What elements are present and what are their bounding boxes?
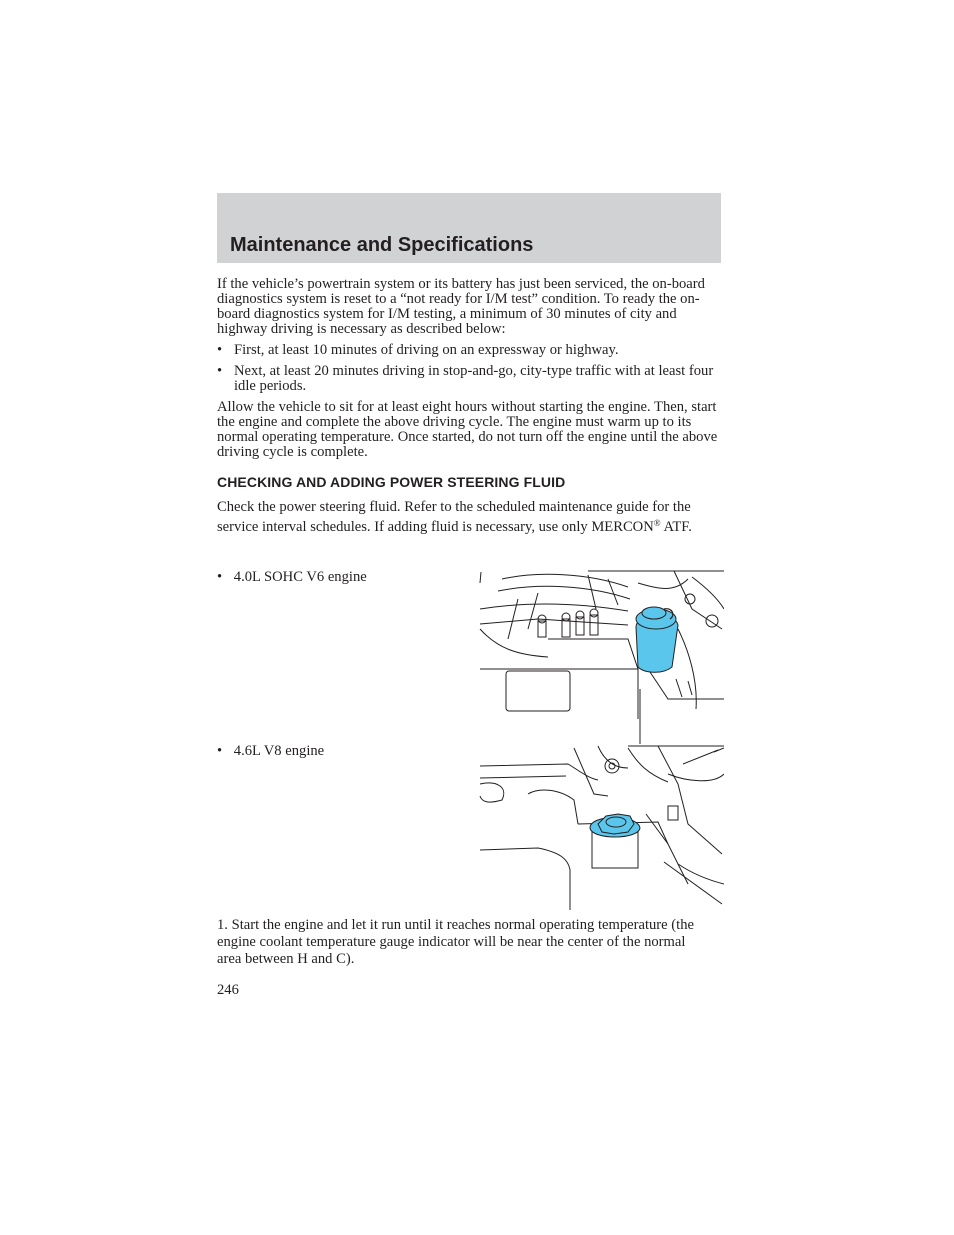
section-heading: CHECKING AND ADDING POWER STEERING FLUID (217, 474, 566, 490)
power-steering-paragraph (217, 499, 723, 535)
bullet-glyph: • (217, 363, 223, 379)
list-item-text: Next, at least 20 minutes driving in stop-and-go, city-type traffic with at least four idle periods. (234, 363, 714, 394)
list-item-text: First, at least 10 minutes of driving on an expressway or highway. (234, 342, 619, 358)
bullet-glyph: • (217, 569, 223, 585)
bullet-glyph: • (217, 743, 223, 759)
engine-label-v6 (217, 569, 367, 586)
engine-label-text: 4.6L V8 engine (233, 743, 325, 759)
page-number: 246 (217, 982, 239, 998)
bullet-glyph: • (217, 342, 223, 358)
step-1: 1. Start the engine and let it run until it reaches normal operating temperature (the engine coolant temperature gauge indicator will be near the center of the normal area between H and C). (217, 917, 694, 967)
engine-label-v8 (217, 743, 324, 760)
power-steering-text-end: ATF. (660, 519, 692, 535)
registered-mark: ® (653, 518, 661, 528)
power-steering-text: Check the power steering fluid. Refer to the scheduled maintenance guide for the service interval schedules. If adding fluid is necessary, use only MERCON (217, 499, 691, 535)
v6-engine-illustration (478, 569, 724, 744)
intro-closing-paragraph: Allow the vehicle to sit for at least eight hours without starting the engine. Then, start the engine and complete the above driving cycle. The engine must warm up to its normal operating temperature. Once started, do not turn off the engine until the above driving cycle is complete. (217, 399, 718, 460)
header-band (217, 193, 721, 263)
list-item (217, 343, 723, 358)
list-item (217, 364, 723, 394)
intro-paragraph: If the vehicle’s powertrain system or its battery has just been serviced, the on-board diagnostics system is reset to a “not ready for I/M test” condition. To ready the on-board diagnostics system for I/M testing, a minimum of 30 minutes of city and highway driving is necessary as described below: (217, 276, 705, 337)
intro-section (217, 277, 723, 535)
v8-engine-illustration (478, 744, 724, 910)
page-title: Maintenance and Specifications (230, 234, 534, 256)
engine-label-text: 4.0L SOHC V6 engine (233, 569, 367, 585)
